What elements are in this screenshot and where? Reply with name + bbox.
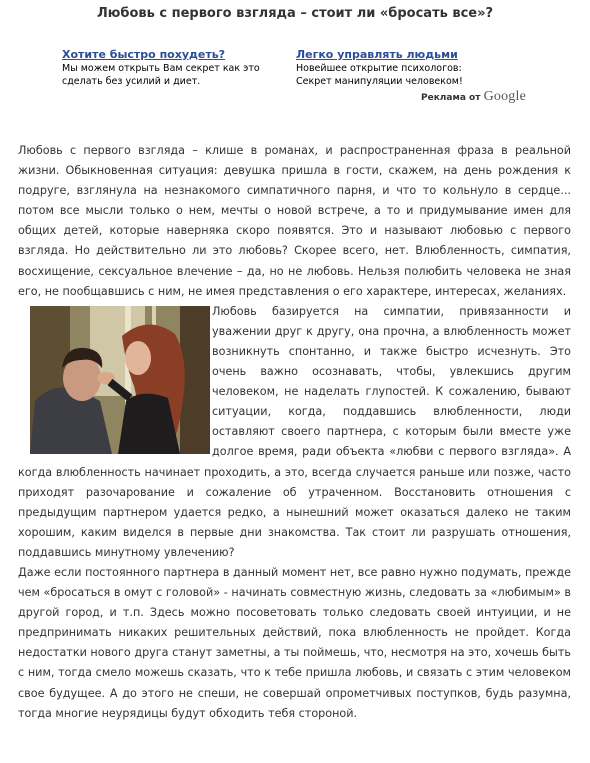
- google-logo: Google: [483, 89, 526, 104]
- article-paragraph-1: Любовь с первого взгляда – клише в романах, и распространенная фраза в реальной жизни. Обыкновенная ситуация: девушка пришла в гости, скажем, на день рождения к подруге, взглянула на незнакомого симпатичного парня, и что то кольнуло в сердце... потом все мысли только о нем, мечты о новой встрече, а то и придумывание имен для общих детей, которые наверняка скоро появятся. Это и называют любовью с первого взгляда. Но действительно ли это любовь? Скорее всего, нет. Влюбленность, симпатия, восхищение, сексуальное влечение – да, но не любовь. Нельзя полюбить человека не зная его, не пообщавшись с ним, не имея представления о его характере, интересах, желаниях.: [18, 144, 571, 298]
- couple-photo-illustration: [30, 306, 210, 454]
- ad-block: [62, 47, 532, 109]
- ads-by-google-link[interactable]: [421, 89, 526, 105]
- couple-photo: [30, 306, 210, 454]
- ad-description-line: Мы можем открыть Вам секрет как это: [62, 63, 260, 74]
- ad-description-line: Новейшее открытие психологов:: [296, 63, 462, 74]
- ad-title-link[interactable]: Легко управлять людьми: [296, 48, 458, 61]
- ad-item[interactable]: [62, 47, 287, 88]
- ad-attribution-prefix: Реклама от: [421, 93, 481, 103]
- ad-description-line: Секрет манипуляции человеком!: [296, 76, 463, 87]
- article-body: [18, 141, 571, 724]
- ad-description-line: сделать без усилий и диет.: [62, 76, 201, 87]
- ad-item[interactable]: [296, 47, 526, 88]
- ad-title-link[interactable]: Хотите быстро похудеть?: [62, 48, 226, 61]
- article-paragraph-2: Любовь базируется на симпатии, привязанности и уважении друг к другу, она прочна, а влюбленность может возникнуть спонтанно, и также быстро исчезнуть. Это очень важно осознавать, чтобы, увлекшись другим человеком, не наделать глупостей. К сожалению, бывают ситуации, когда, поддавшись влюбленности, люди оставляют своего партнера, с которым были вместе уже долгое время, ради объекта «любви с первого взгляда». А когда влюбленность начинает проходить, а это, всегда случается раньше или позже, часто приходят разочарование и сожаление об утраченном. Восстановить отношения с предыдущим партнером удается редко, а нынешний может оказаться далеко не таким хорошим, каким виделся в первые дни знакомства. Так стоит ли разрушать отношения, поддавшись минутному увлечению?: [18, 304, 571, 559]
- page-title: Любовь с первого взгляда – стоит ли «бросать все»?: [96, 6, 494, 21]
- article-paragraph-3: Даже если постоянного партнера в данный момент нет, все равно нужно подумать, прежде чем «бросаться в омут с головой» - начинать совместную жизнь, следовать за «любимым» в другой город, и т.п. Здесь можно посоветовать только следовать своей интуиции, и не предпринимать никаких решительных действий, пока влюбленность не пройдет. Когда недостатки нового друга станут заметны, а ты поймешь, что, несмотря на это, хочешь быть с ним, тогда смело можешь сказать, что к тебе пришла любовь, и связать с этим человеком свое будущее. А до этого не спеши, не совершай опрометчивых поступков, будь разумна, тогда многие неурядицы будут обходить тебя стороной.: [18, 565, 571, 720]
